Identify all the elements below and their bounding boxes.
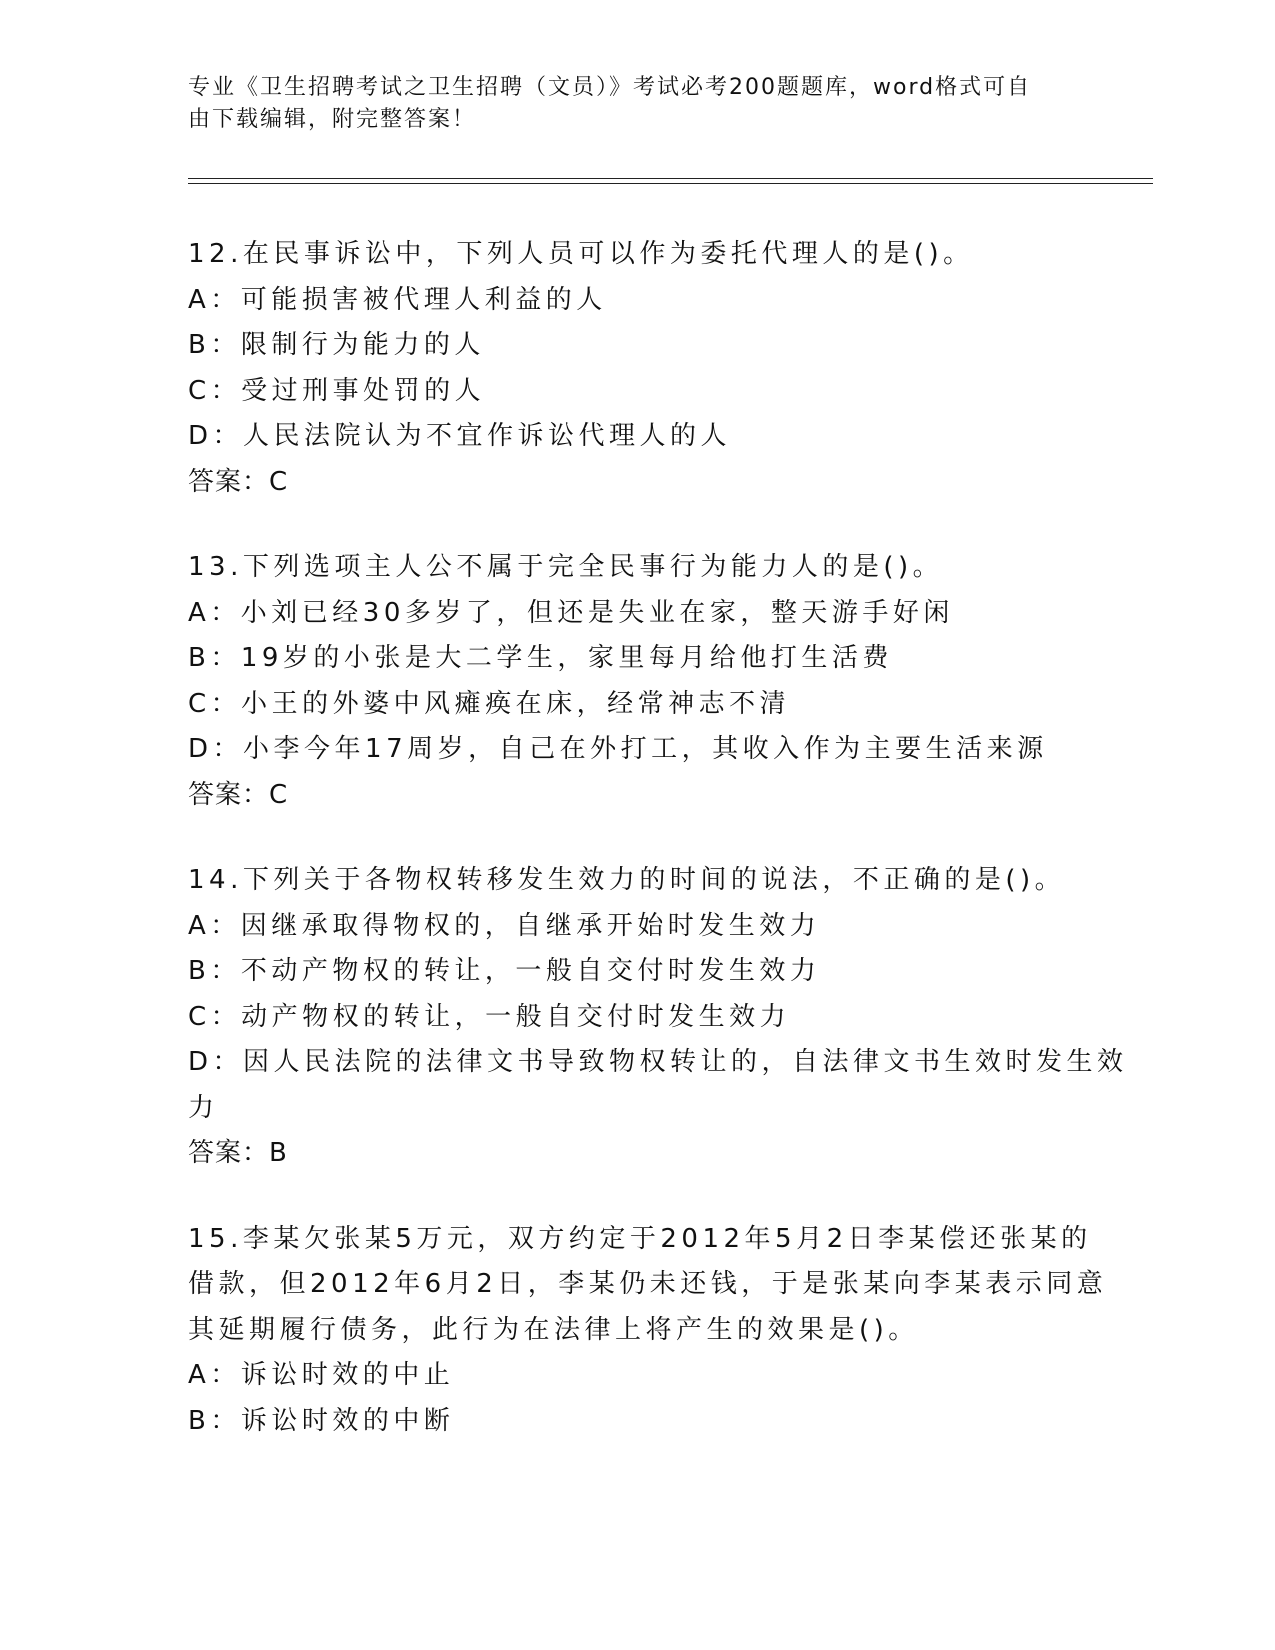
option-a: A：小刘已经30多岁了，但还是失业在家，整天游手好闲	[188, 597, 954, 628]
document-header	[188, 72, 1088, 136]
option-b: B：限制行为能力的人	[188, 330, 485, 360]
option-c: C：受过刑事处罚的人	[188, 375, 486, 406]
option-d: D：人民法院认为不宜作诉讼代理人的人	[188, 421, 732, 451]
question-list	[188, 232, 1128, 1484]
option-a: A：诉讼时效的中止	[188, 1360, 455, 1390]
option-b: B：19岁的小张是大二学生，家里每月给他打生活费	[188, 643, 893, 673]
option-b: B：不动产物权的转让，一般自交付时发生效力	[188, 956, 821, 986]
question-14	[188, 858, 1128, 1177]
question-15	[188, 1217, 1108, 1445]
option-a: A：因继承取得物权的，自继承开始时发生效力	[188, 910, 821, 941]
option-d-continued: 力	[188, 1092, 219, 1123]
question-stem-line-2: 借款，但2012年6月2日，李某仍未还钱，于是张某向李某表示同意	[188, 1269, 1108, 1299]
question-stem: 12.在民事诉讼中，下列人员可以作为委托代理人的是()。	[188, 239, 974, 269]
option-d: D：因人民法院的法律文书导致物权转让的，自法律文书生效时发生效	[188, 1047, 1128, 1077]
option-d: D：小李今年17周岁，自己在外打工，其收入作为主要生活来源	[188, 734, 1048, 764]
question-12	[188, 232, 1088, 505]
question-13	[188, 545, 1088, 818]
question-stem-line-3: 其延期履行债务，此行为在法律上将产生的效果是()。	[188, 1314, 919, 1345]
question-stem-line-1: 15.李某欠张某5万元，双方约定于2012年5月2日李某偿还张某的	[188, 1223, 1092, 1254]
header-line-1: 专业《卫生招聘考试之卫生招聘（文员）》考试必考200题题库，word格式可自	[188, 75, 1032, 100]
header-line-2: 由下载编辑，附完整答案！	[188, 107, 477, 132]
question-stem: 13.下列选项主人公不属于完全民事行为能力人的是()。	[188, 552, 944, 582]
answer-label: 答案：B	[188, 1138, 288, 1168]
option-b: B：诉讼时效的中断	[188, 1405, 455, 1436]
answer-label: 答案：C	[188, 779, 289, 810]
answer-label: 答案：C	[188, 466, 289, 497]
header-divider-top	[188, 178, 1153, 179]
option-a: A：可能损害被代理人利益的人	[188, 284, 607, 315]
option-c: C：小王的外婆中风瘫痪在床，经常神志不清	[188, 688, 791, 719]
question-stem: 14.下列关于各物权转移发生效力的时间的说法，不正确的是()。	[188, 865, 1066, 895]
header-divider-bottom	[188, 183, 1153, 184]
option-c: C：动产物权的转让，一般自交付时发生效力	[188, 1001, 791, 1032]
